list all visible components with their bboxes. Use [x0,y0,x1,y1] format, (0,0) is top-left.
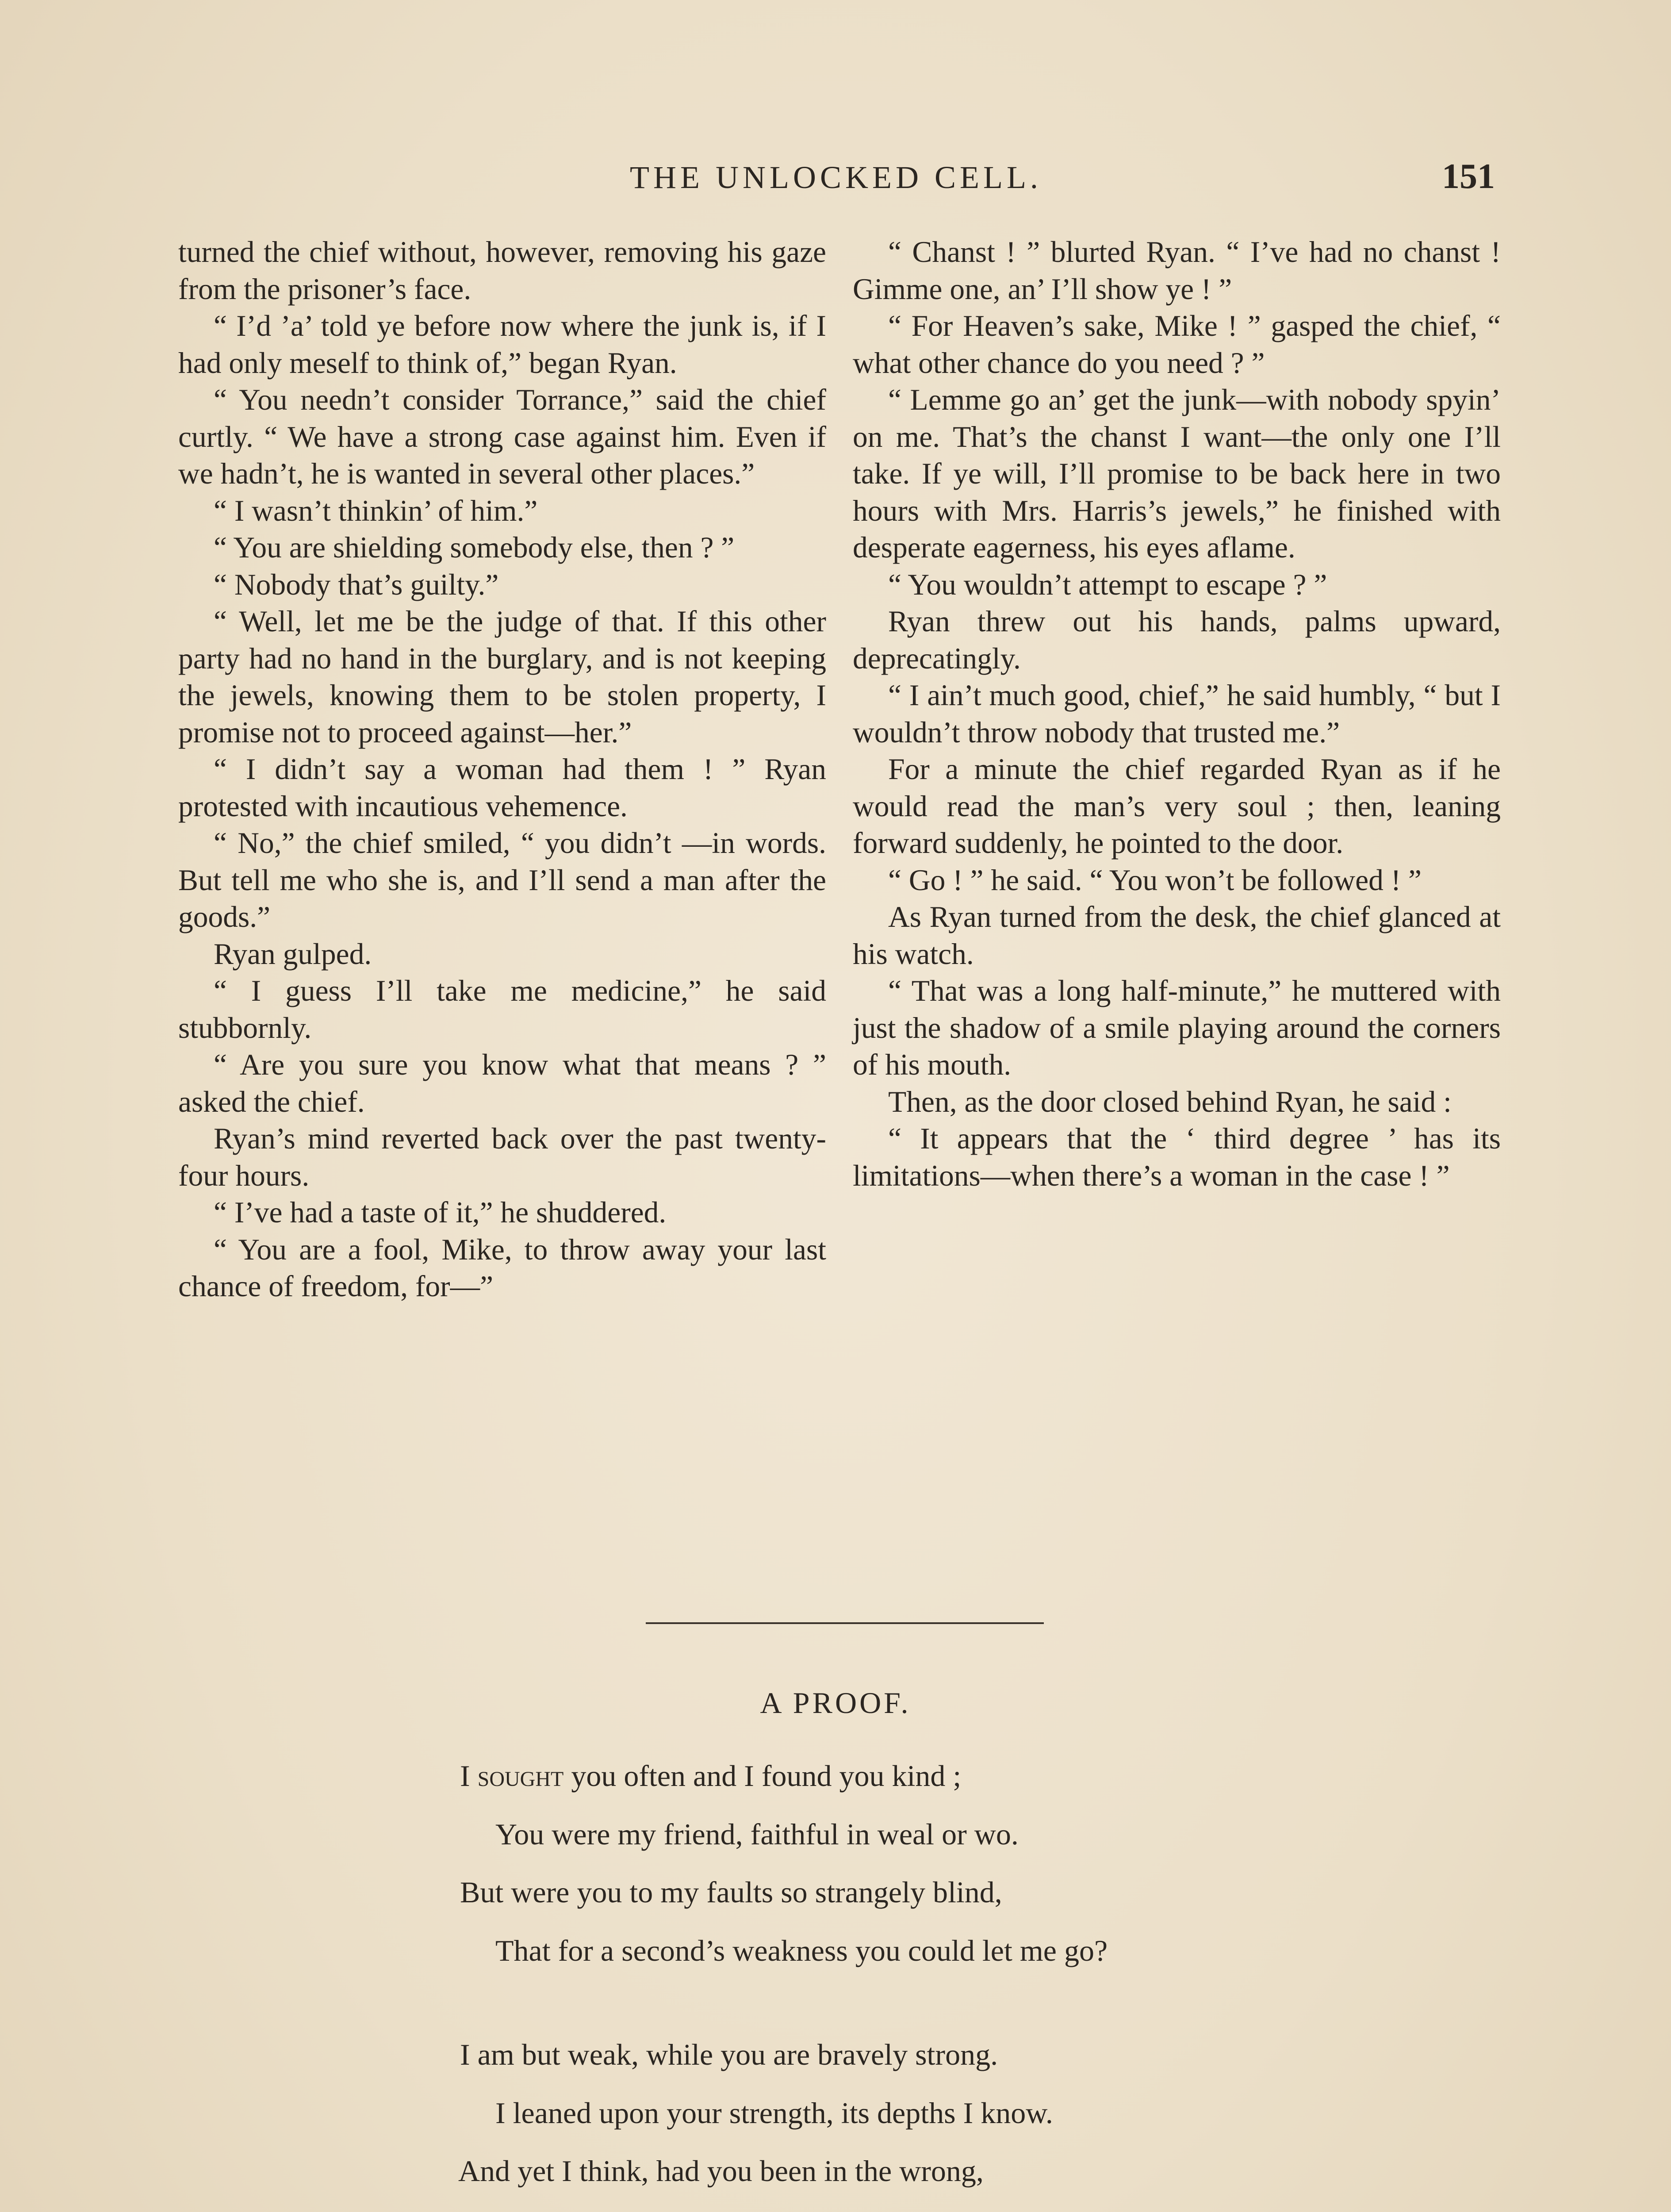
paragraph: “ You needn’t consider Torrance,” said the chief curtly. “ We have a strong case against him. Even if we hadn’t, he is wanted in several other places.” [178,383,826,490]
paragraph: Ryan gulped. [214,937,372,971]
poem-line: But were you to my faults so strangely blind, [460,1875,1002,1909]
paragraph: “ It appears that the ‘ third degree ’ has its limitations—when there’s a woman in the case ! ” [853,1122,1501,1192]
poem-line: You were my friend, faithful in weal or wo. [495,1817,1019,1851]
paragraph: “ Chanst ! ” blurted Ryan. “ I’ve had no chanst ! Gimme one, an’ I’ll show ye ! ” [853,235,1501,306]
paragraph: As Ryan turned from the desk, the chief glanced at his watch. [853,900,1501,971]
paragraph: “ I’ve had a taste of it,” he shuddered. [214,1196,667,1229]
paragraph: “ I’d ’a’ told ye before now where the junk is, if I had only meself to think of,” began Ryan. [178,309,826,380]
paragraph: turned the chief without, however, removing his gaze from the prisoner’s face. [178,235,826,306]
poem-line [460,1759,961,1793]
paragraph: “ I didn’t say a woman had them ! ” Ryan protested with incautious vehemence. [178,753,826,823]
paragraph: “ No,” the chief smiled, “ you didn’t —in words. But tell me who she is, and I’ll send a man after the goods.” [178,826,826,933]
paragraph: Ryan’s mind reverted back over the past twenty-four hours. [178,1122,826,1192]
poem-title: A PROOF. [760,1686,911,1720]
running-title: THE UNLOCKED CELL. [630,160,1042,195]
poem-line: And yet I think, had you been in the wrong, [458,2154,984,2188]
page-number: 151 [1442,157,1495,196]
paragraph: For a minute the chief regarded Ryan as if he would read the man’s very soul ; then, leaning forward suddenly, he pointed to the door. [853,753,1501,860]
paragraph: “ Nobody that’s guilty.” [214,568,499,601]
paragraph: “ Are you sure you know what that means ? ” asked the chief. [178,1048,826,1118]
paragraph: Ryan threw out his hands, palms upward, deprecatingly. [853,605,1501,675]
page-header [177,155,1495,204]
poem-line: That for a second’s weakness you could let me go? [495,1934,1108,1967]
paragraph: “ You wouldn’t attempt to escape ? ” [888,568,1327,601]
poem-line-smallcaps: sought [477,1759,564,1793]
paragraph: “ You are a fool, Mike, to throw away your last chance of freedom, for—” [178,1233,826,1303]
story-left-column [178,234,826,1305]
paragraph: “ I ain’t much good, chief,” he said humbly, “ but I wouldn’t throw nobody that trusted me.” [853,679,1501,749]
paragraph: “ Go ! ” he said. “ You won’t be followed ! ” [888,863,1422,897]
paragraph: “ Lemme go an’ get the junk—with nobody spyin’ on me. That’s the chanst I want—the only one I’ll take. If ye will, I’ll promise to be back here in two hours with Mrs. Harris’s jewels,” he finished with desperate eagerness, his eyes aflame. [853,383,1501,564]
paragraph: Then, as the door closed behind Ryan, he said : [888,1085,1452,1118]
paragraph: “ I guess I’ll take me medicine,” he said stubbornly. [178,974,826,1045]
poem-line: I leaned upon your strength, its depths I know. [495,2096,1053,2130]
section-divider [646,1622,1044,1624]
poem-line: I am but weak, while you are bravely strong. [460,2038,998,2071]
paragraph: “ That was a long half-minute,” he muttered with just the shadow of a smile playing around the corners of his mouth. [853,974,1501,1081]
paragraph: “ For Heaven’s sake, Mike ! ” gasped the chief, “ what other chance do you need ? ” [853,309,1501,380]
poem-line-first-word: I [460,1759,478,1793]
poem-line-rest: you often and I found you kind ; [563,1759,962,1793]
paragraph: “ You are shielding somebody else, then ? ” [214,531,735,564]
paragraph: “ I wasn’t thinkin’ of him.” [214,494,538,527]
paragraph: “ Well, let me be the judge of that. If this other party had no hand in the burglary, and is not keeping the jewels, knowing them to be stolen property, I promise not to proceed against—her.” [178,605,826,749]
story-right-column [853,234,1501,1194]
